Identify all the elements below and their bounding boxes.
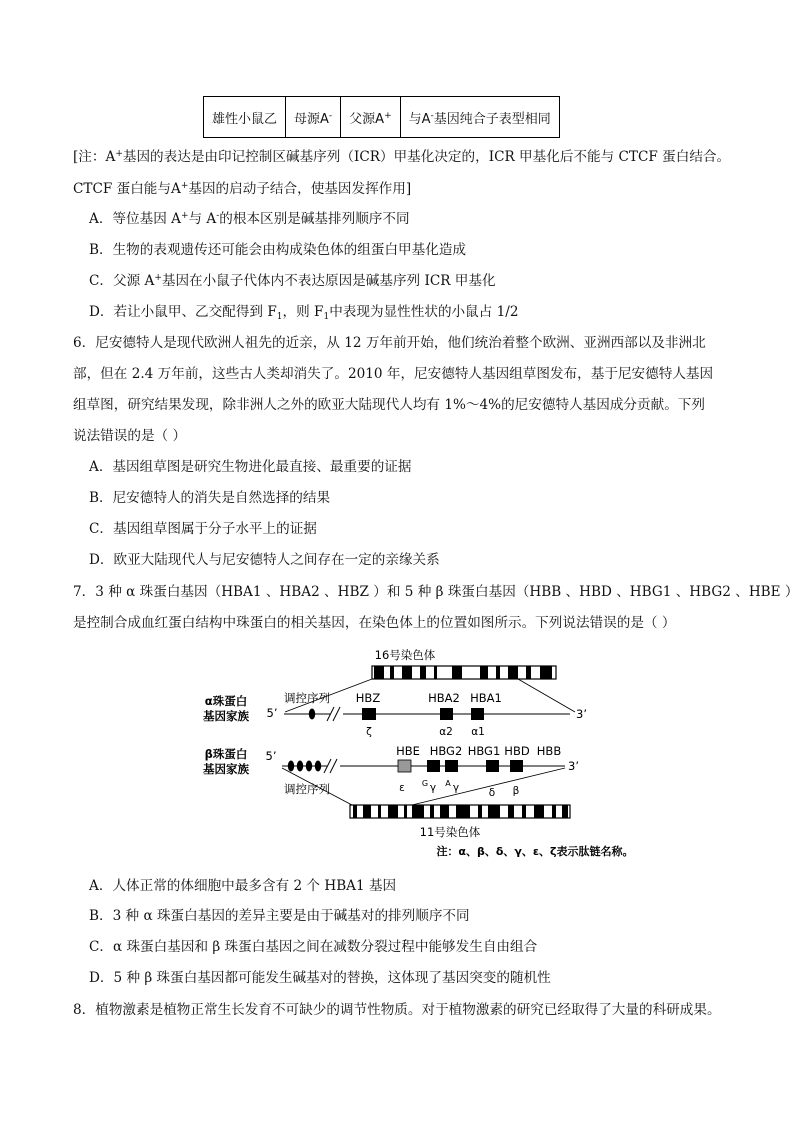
alpha-gene-line [284, 707, 570, 721]
q8-stem-line-1: 8．植物激素是植物正常生长发育不可缺少的调节性物质。对于植物激素的研究已经取得了大量的科研成果。 [73, 1002, 721, 1018]
cell-text: 与A [408, 111, 431, 127]
text: 与 A [188, 211, 217, 227]
chromosome-11 [350, 805, 570, 818]
table-cell [400, 97, 559, 138]
q5-option-a [89, 209, 410, 229]
globin-gene-figure [190, 640, 634, 865]
hba1-label: HBA1 [470, 691, 502, 705]
text: 基因在小鼠子代体内不表达原因是碱基序列 ICR 甲基化 [161, 273, 496, 289]
zeta-label: ζ [366, 726, 372, 738]
q7-stem-line-1: 7．3 种 α 珠蛋白基因（HBA1 、HBA2 、HBZ ）和 5 种 β 珠蛋白基因（HBB 、HBD 、HBG1 、HBG2 、HBE ） [73, 584, 799, 600]
table-cell [341, 97, 400, 138]
q6-option-c: C．基因组草图属于分子水平上的证据 [89, 521, 317, 537]
q6-stem-line-3: 组草图，研究结果发现，除非洲人之外的欧亚大陆现代人均有 1%～4%的尼安德特人基因成分贡献。下列 [73, 397, 705, 413]
superscript: + [115, 149, 123, 159]
superscript: - [328, 110, 333, 121]
q6-stem-line-2: 部，但在 2.4 万年前，这些古人类却消失了。2010 年，尼安德特人基因组草图发布，基于尼安德特人基因 [73, 366, 714, 382]
hbz-label: HBZ [355, 691, 381, 705]
table-row [204, 97, 560, 138]
beta-gene-line [282, 759, 565, 773]
hbg1-label: HBG1 [467, 744, 501, 758]
superscript: + [180, 181, 189, 191]
beta-label: β [512, 785, 520, 797]
table-cell [286, 97, 341, 138]
a-gamma-label: γ [452, 782, 460, 794]
genotype-table [203, 96, 560, 138]
text: ，则 F [282, 304, 324, 320]
text: 的根本区别是碱基排列顺序不同 [219, 211, 410, 227]
text: 基因的表达是由印记控制区碱基序列（ICR）甲基化决定的，ICR 甲基化后不能与 CTCF 蛋白结合。 [122, 149, 731, 165]
beta-family-label-1: β珠蛋白 [204, 747, 248, 761]
q6-stem-line-1: 6．尼安德特人是现代欧洲人祖先的近亲，从 12 万年前开始，他们统治着整个欧洲、亚洲西部以及非洲北 [73, 335, 706, 351]
q7-stem-line-2: 是控制合成血红蛋白结构中珠蛋白的相关基因，在染色体上的位置如图所示。下列说法错误的是（ ） [73, 615, 676, 631]
alpha-regulatory-label: 调控序列 [284, 691, 330, 705]
hba2-label: HBA2 [428, 691, 460, 705]
superscript: + [384, 110, 392, 121]
q5-option-b: B．生物的表观遗传还可能会由构成染色体的组蛋白甲基化造成 [89, 242, 467, 258]
subscript: 1 [276, 312, 283, 322]
chromosome-16 [372, 666, 556, 679]
cell-text: 雄性小鼠乙 [212, 111, 278, 127]
alpha2-label: α2 [439, 726, 453, 738]
text: D．若让小鼠甲、乙交配得到 F [89, 304, 277, 320]
hbe-label: HBE [396, 744, 420, 758]
delta-label: δ [488, 787, 496, 799]
q6-stem-line-4: 说法错误的是（ ） [73, 428, 187, 444]
superscript: + [154, 273, 162, 283]
subscript: 1 [323, 312, 330, 322]
a-gamma-superscript: A [445, 779, 451, 788]
superscript: - [216, 211, 220, 221]
q5-option-d [89, 302, 519, 322]
cell-text: 基因纯合子表型相同 [433, 111, 551, 127]
chr11-label: 11号染色体 [419, 825, 481, 839]
text: 中表现为显性性状的小鼠占 1/2 [329, 304, 519, 320]
alpha1-label: α1 [471, 726, 485, 738]
alpha-family-label-1: α珠蛋白 [204, 694, 248, 708]
g-gamma-superscript: G [421, 779, 429, 788]
epsilon-label: ε [399, 782, 405, 794]
q7-option-a: A．人体正常的体细胞中最多含有 2 个 HBA1 基因 [89, 878, 397, 894]
text: A．等位基因 A [89, 211, 181, 227]
alpha-three-prime: 3’ [576, 707, 587, 721]
q6-option-b: B．尼安德特人的消失是自然选择的结果 [89, 490, 331, 506]
q6-option-d: D．欧亚大陆现代人与尼安德特人之间存在一定的亲缘关系 [89, 552, 440, 568]
table-cell [204, 97, 286, 138]
superscript: - [430, 110, 434, 121]
beta-five-prime: 5’ [265, 749, 277, 763]
q7-option-d: D．5 种 β 珠蛋白基因都可能发生碱基对的替换，这体现了基因突变的随机性 [89, 970, 551, 986]
text: CTCF 蛋白能与A [73, 181, 181, 197]
note-line-1 [73, 147, 730, 167]
beta-three-prime: 3’ [568, 759, 579, 773]
alpha-five-prime: 5’ [266, 706, 278, 720]
superscript: + [180, 211, 189, 221]
q6-option-a: A．基因组草图是研究生物进化最直接、最重要的证据 [89, 459, 412, 475]
cell-text: 父源A [349, 111, 385, 127]
q5-option-c [89, 271, 496, 291]
beta-regulatory-label: 调控序列 [284, 782, 330, 796]
cell-text: 母源A [294, 111, 329, 127]
q7-option-b: B．3 种 α 珠蛋白基因的差异主要是由于碱基对的排列顺序不同 [89, 908, 470, 924]
figure-note: 注：α、β、δ、γ、ε、ζ表示肽链名称。 [436, 845, 634, 858]
text: C．父源 A [89, 273, 155, 289]
note-line-2 [73, 179, 411, 199]
text: 基因的启动子结合，使基因发挥作用] [188, 181, 412, 197]
text: [注：A [73, 149, 116, 165]
hbd-label: HBD [504, 744, 530, 758]
alpha-family-label-2: 基因家族 [203, 709, 249, 723]
g-gamma-label: γ [429, 782, 437, 794]
hbb-label: HBB [536, 744, 562, 758]
chr16-label: 16号染色体 [374, 648, 436, 662]
beta-family-label-2: 基因家族 [203, 762, 249, 776]
q7-option-c: C．α 珠蛋白基因和 β 珠蛋白基因之间在减数分裂过程中能够发生自由组合 [89, 939, 538, 955]
hbg2-label: HBG2 [429, 744, 463, 758]
